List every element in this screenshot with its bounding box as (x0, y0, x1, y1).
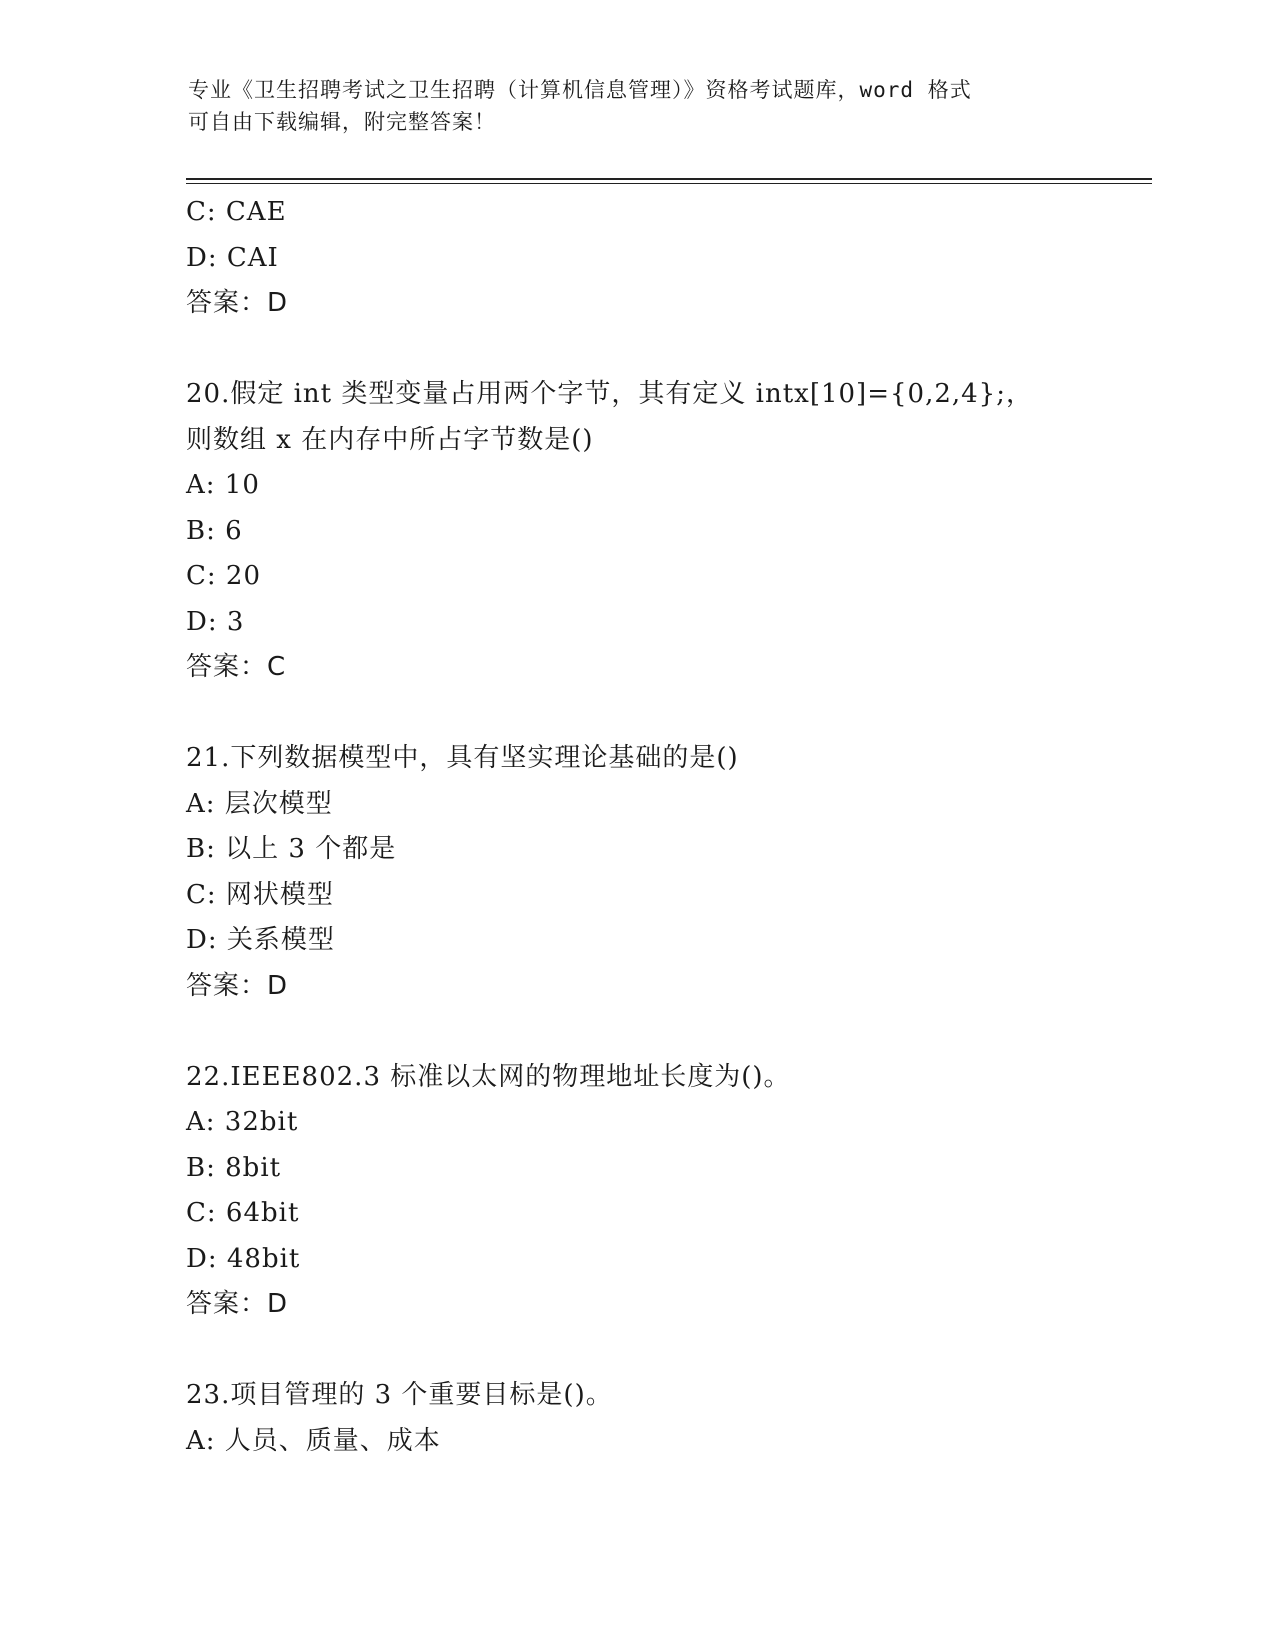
option-d: D: 48bit (186, 1243, 301, 1274)
option-a: A: 人员、质量、成本 (186, 1425, 441, 1456)
question-stem: 23.项目管理的 3 个重要目标是()。 (186, 1380, 613, 1410)
header-line-1: 专业《卫生招聘考试之卫生招聘（计算机信息管理）》资格考试题库，word 格式 (188, 78, 972, 102)
question-23 (186, 1373, 1146, 1464)
header-rule-thin (186, 183, 1152, 184)
option-b: B: 8bit (186, 1152, 282, 1183)
question-list (186, 190, 1146, 1464)
option-d: D: CAI (186, 242, 279, 273)
header-line-2: 可自由下载编辑，附完整答案！ (188, 110, 496, 134)
spacer (186, 1328, 1146, 1374)
question-19-continued (186, 190, 1146, 327)
option-c: C: 网状模型 (186, 879, 334, 910)
document-header (188, 74, 1088, 138)
answer: 答案：D (186, 1289, 289, 1319)
question-stem: 21.下列数据模型中，具有坚实理论基础的是() (186, 743, 739, 773)
option-d: D: 关系模型 (186, 925, 335, 955)
question-21 (186, 736, 1146, 1009)
spacer (186, 327, 1146, 373)
answer: 答案：D (186, 288, 289, 318)
option-a: A: 32bit (186, 1107, 299, 1137)
header-rule-thick (186, 178, 1152, 180)
question-stem: 20.假定 int 类型变量占用两个字节，其有定义 intx[10]={0,2,4};， (186, 379, 1033, 409)
question-22 (186, 1055, 1146, 1328)
question-stem: 22.IEEE802.3 标准以太网的物理地址长度为()。 (186, 1061, 791, 1092)
answer: 答案：D (186, 970, 289, 1001)
spacer (186, 1009, 1146, 1055)
spacer (186, 691, 1146, 737)
option-b: B: 以上 3 个都是 (186, 834, 397, 864)
option-c: C: 20 (186, 561, 262, 591)
answer: 答案：C (186, 652, 287, 682)
option-c: C: 64bit (186, 1198, 300, 1228)
question-stem-continued: 则数组 x 在内存中所占字节数是() (186, 424, 594, 455)
option-d: D: 3 (186, 606, 245, 637)
option-a: A: 层次模型 (186, 788, 333, 819)
question-20 (186, 372, 1146, 691)
option-c: C: CAE (186, 197, 287, 227)
option-b: B: 6 (186, 515, 243, 546)
option-a: A: 10 (186, 470, 260, 500)
